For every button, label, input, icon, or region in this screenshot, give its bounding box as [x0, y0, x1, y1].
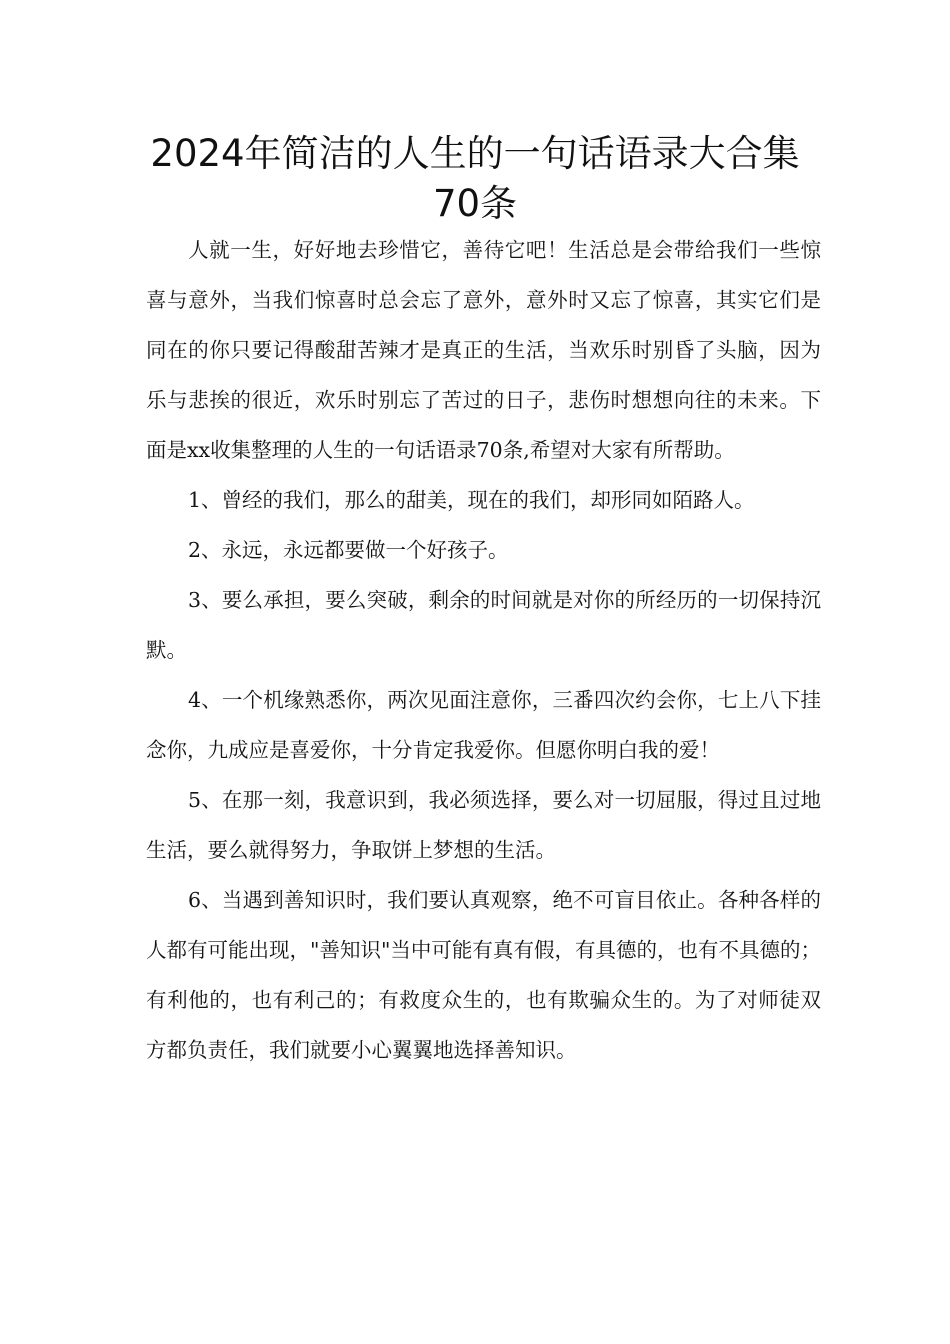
quote-item-2: 2、永远，永远都要做一个好孩子。 [188, 538, 509, 562]
document-body [146, 225, 821, 1075]
quote-item-5: 5、在那一刻，我意识到，我必须选择，要么对一切屈服，得过且过地生活，要么就得努力，争取饼上梦想的生活。 [146, 788, 821, 862]
quote-item-4: 4、一个机缘熟悉你，两次见面注意你，三番四次约会你，七上八下挂念你，九成应是喜爱你，十分肯定我爱你。但愿你明白我的爱！ [146, 688, 821, 762]
intro-paragraph: 人就一生，好好地去珍惜它，善待它吧！生活总是会带给我们一些惊喜与意外，当我们惊喜时总会忘了意外，意外时又忘了惊喜，其实它们是同在的你只要记得酸甜苦辣才是真正的生活，当欢乐时别昏了头脑，因为乐与悲挨的很近，欢乐时别忘了苦过的日子，悲伤时想想向往的未来。下面是xx收集整理的人生的一句话语录70条,希望对大家有所帮助。 [146, 238, 821, 462]
document-title-line2: 70条 [432, 182, 518, 225]
quote-item-1: 1、曾经的我们，那么的甜美，现在的我们，却形同如陌路人。 [188, 488, 755, 512]
document-title-line1: 2024年简洁的人生的一句话语录大合集 [150, 132, 800, 175]
quote-item-3: 3、要么承担，要么突破，剩余的时间就是对你的所经历的一切保持沉默。 [146, 588, 821, 662]
quote-item-6: 6、当遇到善知识时，我们要认真观察，绝不可盲目依止。各种各样的人都有可能出现，"善知识"当中可能有真有假，有具德的，也有不具德的；有利他的，也有利己的；有救度众生的，也有欺骗众生的。为了对师徒双方都负责任，我们就要小心翼翼地选择善知识。 [146, 888, 821, 1062]
